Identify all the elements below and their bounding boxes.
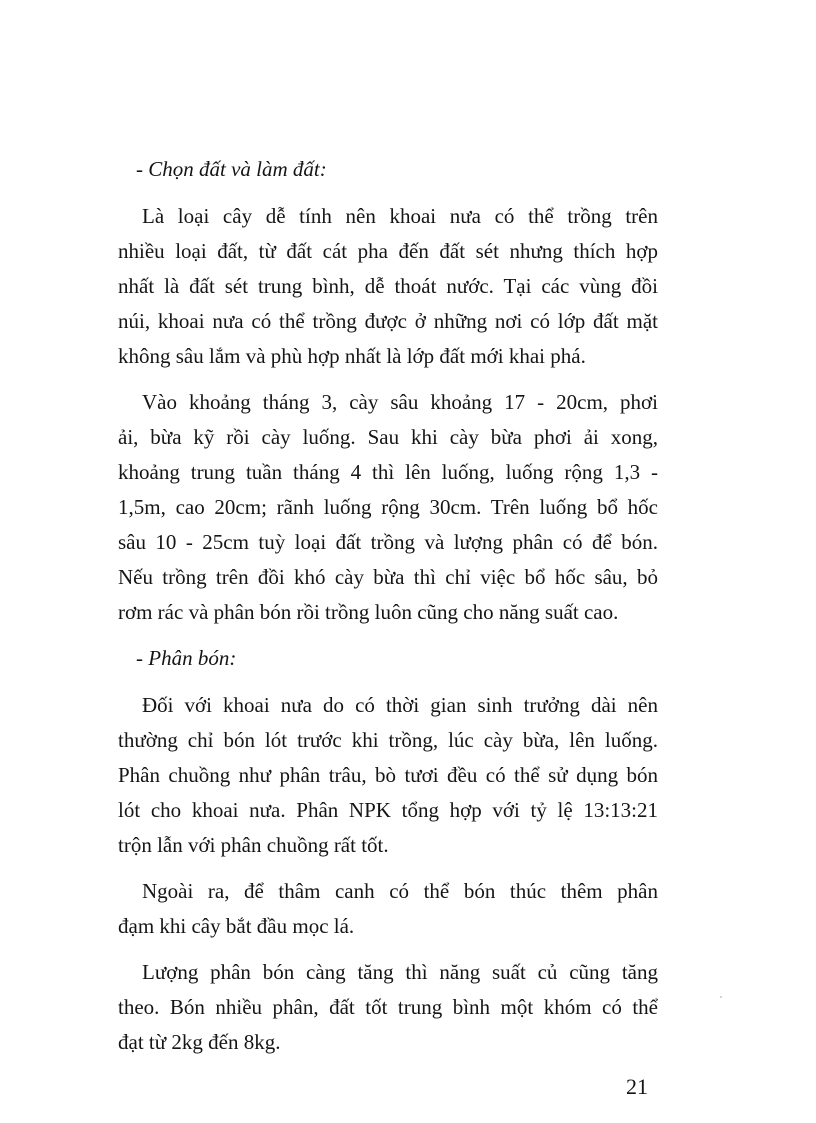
text-line: Nếu trồng trên đồi khó cày bừa thì chỉ việc bổ hốc sâu, bỏ [118, 565, 658, 589]
section-fertilizer [118, 641, 658, 1060]
section-heading: - Chọn đất và làm đất: [136, 157, 327, 181]
text-line: rơm rác và phân bón rồi trồng luôn cũng cho năng suất cao. [118, 600, 619, 624]
paragraph [118, 955, 658, 1060]
text-line: trộn lẫn với phân chuồng rất tốt. [118, 833, 389, 857]
paragraph [118, 385, 658, 630]
text-line: Lượng phân bón càng tăng thì năng suất củ cũng tăng [142, 960, 658, 984]
text-line: nhiều loại đất, từ đất cát pha đến đất sét nhưng thích hợp [118, 239, 658, 263]
scan-speck [720, 996, 722, 998]
text-line: lót cho khoai nưa. Phân NPK tổng hợp với tỷ lệ 13:13:21 [118, 798, 658, 822]
section-heading: - Phân bón: [136, 646, 237, 670]
text-line: Ngoài ra, để thâm canh có thể bón thúc thêm phân [142, 879, 658, 903]
page-number: 21 [626, 1074, 648, 1099]
text-line: sâu 10 - 25cm tuỳ loại đất trồng và lượng phân có để bón. [118, 530, 658, 554]
paragraph [118, 199, 658, 374]
text-line: đạm khi cây bắt đầu mọc lá. [118, 914, 355, 938]
page-body [118, 152, 658, 1071]
section-soil-preparation [118, 152, 658, 630]
text-line: Là loại cây dễ tính nên khoai nưa có thể trồng trên [142, 204, 658, 228]
text-line: Vào khoảng tháng 3, cày sâu khoảng 17 - 20cm, phơi [142, 390, 658, 414]
text-line: thường chỉ bón lót trước khi trồng, lúc cày bừa, lên luống. [118, 728, 658, 752]
text-line: 1,5m, cao 20cm; rãnh luống rộng 30cm. Trên luống bổ hốc [118, 495, 658, 519]
text-line: đạt từ 2kg đến 8kg. [118, 1030, 281, 1054]
text-line: núi, khoai nưa có thể trồng được ở những nơi có lớp đất mặt [118, 309, 658, 333]
text-line: Phân chuồng như phân trâu, bò tươi đều có thể sử dụng bón [118, 763, 658, 787]
text-line: theo. Bón nhiều phân, đất tốt trung bình một khóm có thể [118, 995, 658, 1019]
text-line: không sâu lắm và phù hợp nhất là lớp đất mới khai phá. [118, 344, 586, 368]
paragraph [118, 874, 658, 944]
paragraph [118, 688, 658, 863]
text-line: nhất là đất sét trung bình, dễ thoát nước. Tại các vùng đồi [118, 274, 658, 298]
text-line: khoảng trung tuần tháng 4 thì lên luống, luống rộng 1,3 - [118, 460, 658, 484]
text-line: Đối với khoai nưa do có thời gian sinh trưởng dài nên [142, 693, 658, 717]
text-line: ải, bừa kỹ rồi cày luống. Sau khi cày bừa phơi ải xong, [118, 425, 658, 449]
